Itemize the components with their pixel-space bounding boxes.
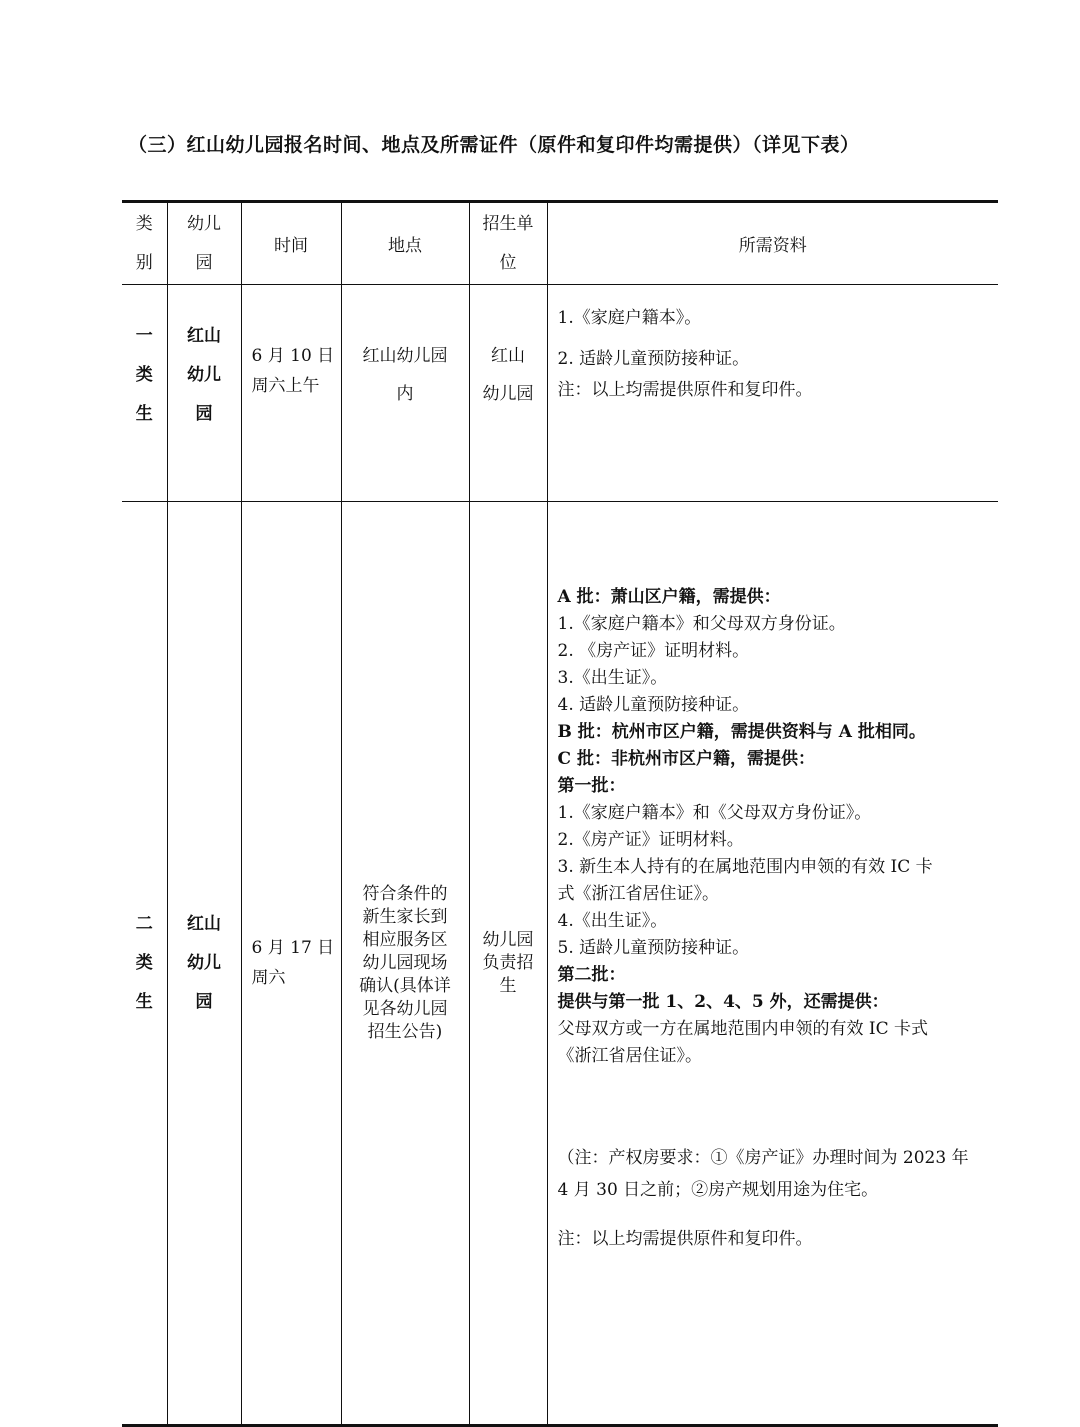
batch-c-title: C 批：非杭州市区户籍，需提供： — [557, 749, 815, 769]
header-place: 地点 — [341, 202, 469, 285]
batch-c-item: 4.《出生证》。 — [557, 911, 668, 931]
row1-docs — [547, 285, 998, 502]
row2-place-line: 幼儿园现场 — [362, 952, 448, 973]
row2-docs — [547, 502, 998, 1426]
page-heading: （三）红山幼儿园报名时间、地点及所需证件（原件和复印件均需提供）（详见下表） — [128, 134, 860, 156]
first-batch-title: 第一批： — [557, 776, 626, 796]
row2-time-line: 6 月 17 日 — [251, 938, 335, 958]
row1-doc-note: 注：以上均需提供原件和复印件。 — [557, 380, 813, 400]
second-batch-intro: 提供与第一批 1、2、4、5 外，还需提供： — [557, 992, 889, 1012]
header-docs: 所需资料 — [547, 202, 998, 285]
header-kindergarten-line: 幼儿 — [187, 213, 221, 234]
second-batch-title: 第二批： — [557, 965, 626, 985]
row1-unit-line: 幼儿园 — [482, 384, 534, 404]
row1-time — [241, 285, 341, 502]
row2-kindergarten-line: 红山 — [187, 913, 221, 934]
batch-c-item: 5. 适龄儿童预防接种证。 — [557, 938, 750, 958]
row1-kindergarten-line: 园 — [195, 404, 213, 424]
row1-kindergarten-line: 红山 — [187, 326, 221, 346]
row2-kindergarten — [167, 502, 241, 1426]
row2-category — [122, 502, 167, 1426]
row1-category-line: 一 — [135, 326, 153, 346]
batch-c-item: 2.《房产证》证明材料。 — [557, 830, 744, 850]
header-kindergarten-line: 园 — [195, 252, 213, 273]
row1-time-line: 周六上午 — [251, 376, 320, 396]
row1-unit — [469, 285, 547, 502]
header-category-line: 别 — [135, 252, 153, 273]
row2-unit-line: 负责招 — [482, 952, 534, 973]
row2-place-line: 确认(具体详 — [359, 975, 451, 996]
table-row — [122, 285, 998, 502]
row2-category-line: 二 — [135, 913, 153, 934]
row1-category — [122, 285, 167, 502]
second-batch-item: 父母双方或一方在属地范围内申领的有效 IC 卡式 — [557, 1019, 929, 1039]
row2-category-line: 生 — [135, 991, 153, 1012]
batch-c-item: 式《浙江省居住证》。 — [557, 884, 719, 904]
header-category — [122, 202, 167, 285]
row1-kindergarten-line: 幼儿 — [187, 365, 221, 385]
row2-place-line: 相应服务区 — [362, 929, 448, 950]
row2-kindergarten-line: 园 — [195, 991, 213, 1012]
row1-doc-item: 2. 适龄儿童预防接种证。 — [557, 349, 750, 369]
header-category-line: 类 — [135, 213, 153, 234]
row1-doc-item: 1.《家庭户籍本》。 — [557, 308, 702, 328]
row1-place — [341, 285, 469, 502]
row2-time — [241, 502, 341, 1426]
row1-place-line: 红山幼儿园 — [362, 346, 448, 366]
batch-a-item: 1.《家庭户籍本》和父母双方身份证。 — [557, 614, 846, 634]
header-unit-line: 招生单 — [482, 213, 534, 234]
row1-category-line: 生 — [135, 404, 153, 424]
property-note-line: 4 月 30 日之前；②房产规划用途为住宅。 — [557, 1180, 879, 1200]
row2-place-line: 见各幼儿园 — [362, 998, 448, 1019]
batch-a-item: 4. 适龄儿童预防接种证。 — [557, 695, 750, 715]
row2-unit-line: 幼儿园 — [482, 929, 534, 950]
batch-c-item: 1.《家庭户籍本》和《父母双方身份证》。 — [557, 803, 872, 823]
row2-unit — [469, 502, 547, 1426]
row1-unit-line: 红山 — [491, 346, 525, 366]
header-unit-line: 位 — [499, 252, 517, 273]
header-row — [122, 202, 998, 285]
second-batch-item: 《浙江省居住证》。 — [557, 1046, 702, 1066]
property-note-line: （注：产权房要求：①《房产证》办理时间为 2023 年 — [557, 1148, 969, 1168]
batch-b-title: B 批：杭州市区户籍，需提供资料与 A 批相同。 — [557, 722, 926, 742]
row2-place-line: 招生公告) — [367, 1021, 443, 1042]
row2-category-line: 类 — [135, 952, 153, 973]
row2-place-line: 符合条件的 — [362, 883, 448, 904]
row1-place-line: 内 — [396, 384, 414, 404]
batch-a-title: A 批：萧山区户籍，需提供： — [557, 587, 781, 607]
row2-kindergarten-line: 幼儿 — [187, 952, 221, 973]
final-note: 注：以上均需提供原件和复印件。 — [557, 1229, 813, 1249]
header-unit — [469, 202, 547, 285]
table-row — [122, 502, 998, 1426]
row2-place — [341, 502, 469, 1426]
batch-a-item: 2. 《房产证》证明材料。 — [557, 641, 750, 661]
row1-kindergarten — [167, 285, 241, 502]
batch-c-item: 3. 新生本人持有的在属地范围内申领的有效 IC 卡 — [557, 857, 933, 877]
row2-unit-line: 生 — [499, 975, 517, 996]
row1-category-line: 类 — [135, 365, 153, 385]
header-time: 时间 — [241, 202, 341, 285]
enrollment-table — [122, 200, 998, 1427]
batch-a-item: 3.《出生证》。 — [557, 668, 668, 688]
header-kindergarten — [167, 202, 241, 285]
row2-time-line: 周六 — [251, 968, 286, 988]
row2-place-line: 新生家长到 — [362, 906, 448, 927]
row1-time-line: 6 月 10 日 — [251, 346, 335, 366]
